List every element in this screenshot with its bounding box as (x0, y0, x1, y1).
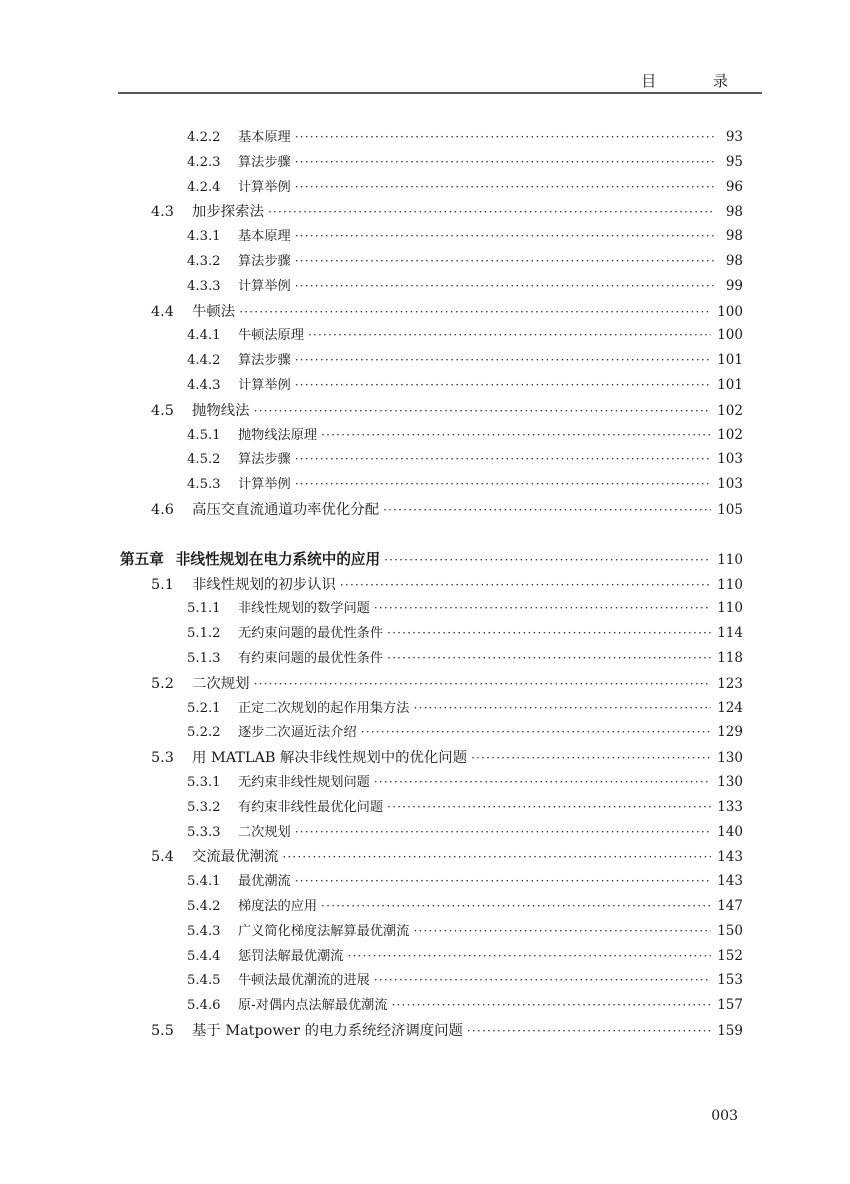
toc-entry-page: 110 (717, 600, 743, 617)
toc-entry[interactable] (187, 151, 743, 175)
toc-entry-page: 130 (717, 774, 743, 790)
toc-entry[interactable] (187, 250, 743, 274)
toc-entry[interactable] (187, 821, 743, 845)
toc-entry-title: 计算举例 (238, 278, 291, 294)
toc-entry-number: 4.3.1 (187, 229, 221, 245)
toc-entry-page: 93 (725, 129, 743, 145)
dot-leader (295, 452, 711, 466)
toc-entry-page: 123 (717, 675, 743, 692)
toc-entry-page: 118 (717, 650, 743, 666)
toc-entry-page: 143 (717, 849, 743, 866)
toc-entry-number: 4.6 (151, 502, 174, 518)
dot-leader (308, 328, 711, 342)
toc-entry[interactable] (187, 126, 743, 150)
toc-entry-number: 4.4.2 (187, 353, 221, 369)
page-number: 003 (711, 1108, 738, 1124)
dot-leader (239, 305, 711, 319)
dot-leader (295, 874, 711, 888)
toc-entry-title: 有约束非线性最优化问题 (238, 799, 384, 815)
toc-entry-page: 100 (717, 327, 743, 344)
toc-entry-page: 143 (717, 873, 743, 890)
dot-leader (413, 924, 711, 938)
toc-entry[interactable] (151, 1019, 743, 1043)
toc-entry[interactable] (187, 275, 743, 299)
toc-entry[interactable] (187, 424, 743, 448)
toc-entry-title: 牛顿法最优潮流的进展 (238, 973, 370, 989)
toc-entry-page: 102 (717, 426, 743, 443)
toc-entry-title: 无约束问题的最优性条件 (238, 626, 384, 642)
toc-entry-page: 157 (717, 997, 743, 1014)
dot-leader (392, 998, 712, 1012)
dot-leader (295, 477, 711, 491)
running-header (118, 66, 762, 94)
toc-entry-number: 5.3.1 (187, 775, 221, 790)
toc-entry[interactable] (151, 672, 743, 696)
dot-leader (295, 130, 715, 144)
toc-entry-page: 140 (717, 823, 743, 840)
toc-entry[interactable] (187, 473, 743, 497)
toc-entry-title: 非线性规划的数学问题 (238, 601, 370, 617)
toc-entry-title: 牛顿法原理 (238, 328, 304, 344)
toc-entry-number: 4.2.2 (187, 130, 221, 145)
dot-leader (387, 626, 711, 640)
dot-leader (384, 553, 711, 567)
toc-entry[interactable] (187, 225, 743, 249)
toc-entry-number: 5.3.3 (187, 824, 221, 840)
dot-leader (321, 899, 711, 913)
toc-entry-title: 原-对偶内点法解最优潮流 (238, 998, 388, 1014)
toc-entry-page: 103 (717, 476, 743, 493)
header-title: 目 录 (641, 72, 754, 90)
toc-entry-page: 133 (717, 798, 743, 815)
dot-leader (295, 180, 715, 194)
dot-leader (254, 404, 712, 418)
toc-entry-title: 正定二次规划的起作用集方法 (238, 700, 410, 716)
dot-leader (254, 677, 712, 691)
toc-entry-title: 基于 Matpower 的电力系统经济调度问题 (192, 1023, 463, 1039)
toc-entry-number: 5.1.1 (187, 601, 221, 617)
toc-entry-number: 5.4.2 (187, 899, 221, 914)
toc-entry[interactable] (187, 697, 743, 721)
toc-entry-title: 高压交直流通道功率优化分配 (192, 502, 380, 518)
toc-entry-title: 惩罚法解最优潮流 (238, 948, 344, 964)
dot-leader (295, 229, 715, 243)
toc-entry-title: 二次规划 (238, 824, 291, 840)
toc-entry-page: 124 (717, 699, 743, 716)
toc-entry[interactable] (187, 647, 743, 671)
toc-entry-title: 无约束非线性规划问题 (238, 775, 370, 790)
toc-entry[interactable] (187, 870, 743, 894)
toc-entry[interactable] (151, 746, 743, 770)
toc-entry[interactable] (187, 176, 743, 200)
toc-entry-page: 150 (717, 922, 743, 939)
toc-entry-number: 4.5.1 (187, 427, 221, 443)
toc-entry-page: 96 (725, 178, 743, 195)
dot-leader (383, 503, 711, 517)
dot-leader (361, 725, 712, 739)
toc-entry[interactable] (187, 374, 743, 398)
toc-entry-page: 103 (717, 451, 743, 468)
toc-entry-number: 5.3.2 (187, 799, 221, 815)
toc-entry-title: 基本原理 (238, 229, 291, 245)
toc-entry[interactable] (187, 771, 743, 795)
toc-entry-page: 153 (717, 972, 743, 989)
toc-entry-page: 129 (717, 724, 743, 741)
toc-entry-number: 5.2 (151, 675, 174, 692)
toc-entry-number: 5.2.2 (187, 725, 221, 741)
toc-entry-title: 算法步骤 (238, 353, 291, 369)
toc-entry-title: 用 MATLAB 解决非线性规划中的优化问题 (192, 750, 468, 767)
toc-entry-title: 牛顿法 (192, 303, 236, 320)
toc-entry-page: 110 (717, 551, 743, 568)
dot-leader (348, 949, 712, 963)
toc-entry-number: 5.4.1 (187, 874, 221, 890)
toc-entry-title: 基本原理 (238, 130, 291, 145)
toc-entry-number: 4.2.3 (187, 154, 221, 170)
toc-entry-title: 抛物线法原理 (238, 427, 318, 443)
toc-entry-title: 交流最优潮流 (192, 849, 279, 866)
toc-entry-number: 5.1.3 (187, 651, 221, 666)
dot-leader (471, 751, 711, 765)
toc-entry-page: 101 (717, 377, 743, 393)
toc-entry-number: 5.5 (151, 1023, 174, 1039)
toc-entry[interactable] (151, 200, 743, 224)
toc-entry[interactable] (151, 498, 743, 522)
toc-entry-number: 5.4.4 (187, 948, 221, 964)
toc-entry-title: 最优潮流 (238, 874, 291, 890)
toc-entry-page: 101 (717, 352, 743, 369)
toc-entry-number: 5.4.5 (187, 973, 221, 989)
dot-leader (268, 205, 715, 219)
toc-entry-number: 第五章 (120, 550, 164, 568)
toc-entry[interactable] (187, 597, 743, 621)
toc-entry-title: 抛物线法 (192, 402, 250, 419)
toc-entry[interactable] (187, 349, 743, 373)
dot-leader (374, 973, 711, 987)
toc-entry-number: 5.4.3 (187, 923, 221, 939)
dot-leader (295, 254, 715, 268)
toc-entry-title: 有约束问题的最优性条件 (238, 651, 384, 666)
toc-entry-page: 114 (717, 625, 743, 642)
dot-leader (282, 850, 711, 864)
toc-entry-page: 98 (725, 228, 743, 245)
toc-entry-title: 计算举例 (238, 378, 291, 393)
toc-entry[interactable] (151, 300, 743, 324)
dot-leader (374, 775, 711, 789)
toc-entry-title: 广义简化梯度法解算最优潮流 (238, 923, 410, 939)
toc-entry[interactable] (187, 969, 743, 993)
dot-leader (340, 578, 711, 592)
toc-entry-page: 95 (725, 153, 743, 170)
dot-leader (295, 825, 711, 839)
toc-entry-number: 4.4.1 (187, 328, 221, 344)
toc-entry[interactable] (187, 324, 743, 348)
toc-entry-number: 4.3.2 (187, 254, 221, 269)
toc-entry-number: 4.3 (151, 204, 174, 221)
toc-entry-title: 计算举例 (238, 477, 291, 493)
toc-entry[interactable] (187, 448, 743, 472)
toc-entry-number: 4.5.2 (187, 452, 221, 468)
toc-entry-number: 5.3 (151, 750, 174, 767)
toc-entry[interactable] (187, 945, 743, 969)
dot-leader (467, 1024, 711, 1038)
toc-entry-number: 4.4 (151, 303, 174, 320)
toc-entry-number: 4.5 (151, 402, 174, 419)
toc-entry-number: 5.2.1 (187, 700, 221, 716)
toc-entry-title: 算法步骤 (238, 254, 291, 269)
toc-entry-number: 4.2.4 (187, 179, 221, 195)
toc-entry-number: 5.1.2 (187, 626, 221, 642)
toc-entry-number: 5.4 (151, 849, 174, 866)
toc-entry-title: 算法步骤 (238, 154, 291, 170)
toc-entry-title: 算法步骤 (238, 452, 291, 468)
toc-entry[interactable] (187, 721, 743, 745)
toc-entry[interactable] (120, 548, 743, 572)
dot-leader (321, 428, 711, 442)
dot-leader (295, 155, 715, 169)
dot-leader (295, 353, 711, 367)
toc-entry-page: 105 (717, 502, 743, 518)
dot-leader (295, 378, 711, 392)
toc-entry-number: 4.4.3 (187, 378, 221, 393)
toc-entry-title: 加步探索法 (192, 204, 264, 221)
toc-entry[interactable] (187, 622, 743, 646)
toc-entry[interactable] (187, 994, 743, 1018)
dot-leader (413, 701, 711, 715)
toc-entry-page: 98 (725, 253, 743, 269)
toc-entry-page: 98 (725, 204, 743, 221)
toc-entry-title: 二次规划 (192, 675, 250, 692)
dot-leader (387, 651, 711, 665)
toc-entry-number: 5.4.6 (187, 998, 221, 1014)
toc-entry-page: 147 (717, 898, 743, 914)
toc-entry-page: 130 (717, 750, 743, 767)
dot-leader (295, 279, 715, 293)
toc-entry-page: 99 (725, 277, 743, 294)
toc-entry[interactable] (187, 920, 743, 944)
toc-entry-page: 102 (717, 402, 743, 419)
toc-entry[interactable] (151, 399, 743, 423)
toc-entry-title: 非线性规划在电力系统中的应用 (175, 550, 381, 568)
toc-entry[interactable] (187, 895, 743, 919)
toc-entry-title: 逐步二次逼近法介绍 (238, 725, 357, 741)
toc-entry-page: 159 (717, 1023, 743, 1039)
toc-entry-number: 4.5.3 (187, 477, 221, 493)
toc-entry[interactable] (151, 845, 743, 869)
toc-entry-title: 非线性规划的初步认识 (192, 576, 336, 593)
toc-entry-number: 4.3.3 (187, 278, 221, 294)
toc-entry-page: 100 (717, 303, 743, 320)
toc-entry-number: 5.1 (151, 576, 174, 593)
dot-leader (387, 800, 711, 814)
toc-entry-title: 计算举例 (238, 179, 291, 195)
toc-entry[interactable] (187, 796, 743, 820)
toc-entry-page: 152 (717, 947, 743, 964)
toc-entry[interactable] (151, 573, 743, 597)
toc-entry-page: 110 (717, 576, 743, 593)
dot-leader (374, 601, 711, 615)
toc-entry-title: 梯度法的应用 (238, 899, 318, 914)
